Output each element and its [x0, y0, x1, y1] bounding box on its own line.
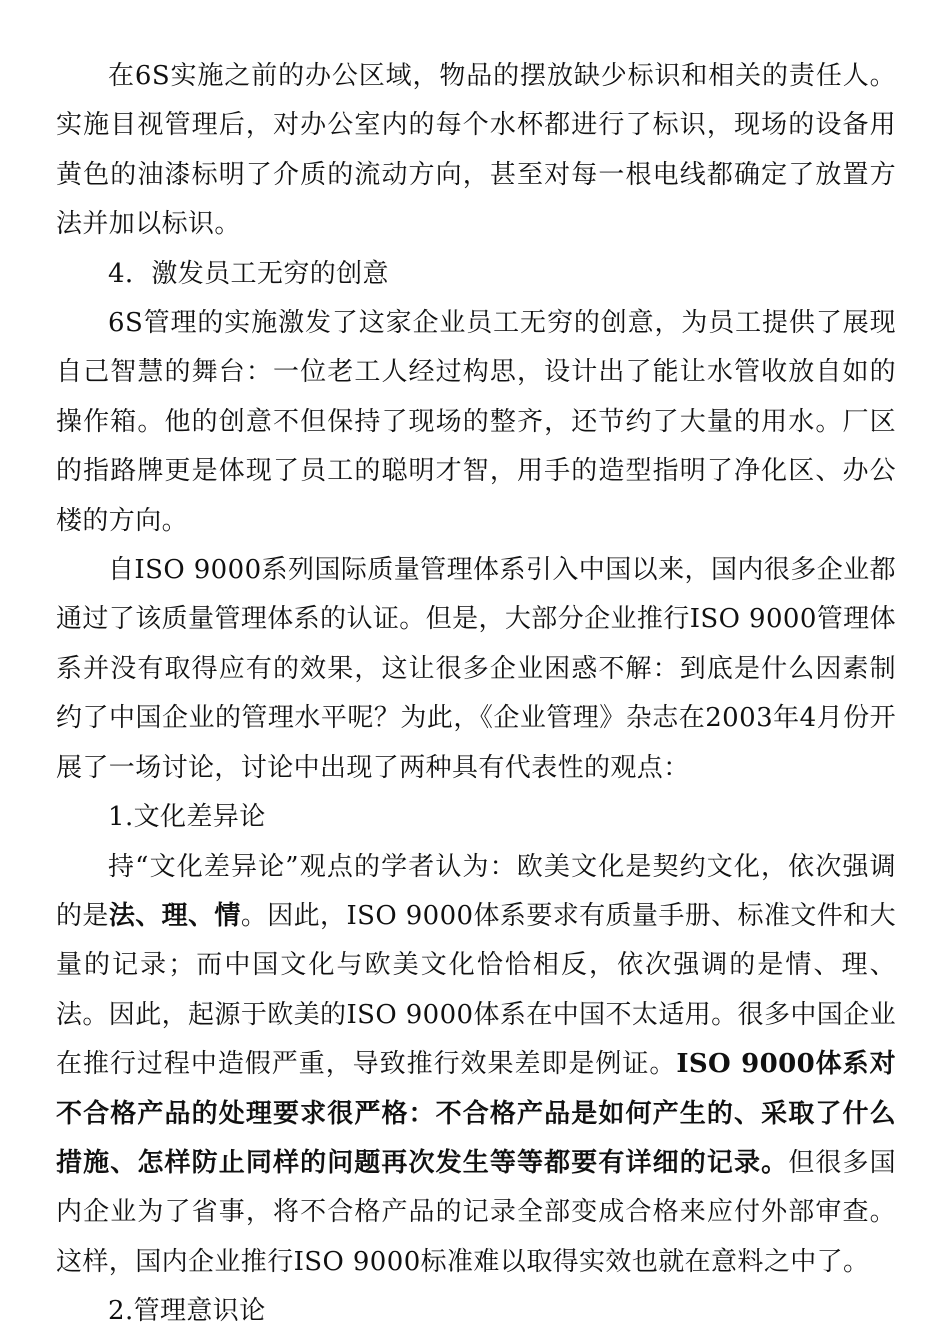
paragraph-cultural-difference [56, 843, 896, 1288]
document-page [56, 52, 896, 1337]
paragraph-iso-9000-intro: 自ISO 9000系列国际质量管理体系引入中国以来，国内很多企业都通过了该质量管理体系的认证。但是，大部分企业推行ISO 9000管理体系并没有取得应有的效果，这让很多企业困惑不解：到底是什么因素制约了中国企业的管理水平呢？为此，《企业管理》杂志在2003年4月份开展了一场讨论，讨论中出现了两种具有代表性的观点： [56, 555, 896, 783]
cultural-text-bold-law-reason-emotion: 法、理、情 [108, 900, 241, 931]
cultural-text-part-c: 。因此，ISO 9000体系要求有质量手册、标准文件和大量的记录；而中国文化与欧美文化恰恰相反，依次强调的是情、理、法。因此，起源于欧美的ISO 9000体系在中国不太适用。很多中国企业在推行过程中造假严重，导致推行效果差即是例证。 [56, 900, 896, 1080]
cultural-text-part-a: 持“文化差异论”观点的学者认为：欧美文化是契约文化，依次强调的是 [56, 851, 896, 931]
cultural-text-bold-nonconforming: ISO 9000体系对不合格产品的处理要求很严格：不合格产品是如何产生的、采取了什么措施、怎样防止同样的问题再次发生等等都要有详细的记录。 [56, 1049, 896, 1178]
heading-inspire-creativity: 4．激发员工无穷的创意 [108, 258, 389, 289]
heading-cultural-difference: 1.文化差异论 [108, 802, 266, 833]
cultural-text-part-e: 但很多国内企业为了省事，将不合格产品的记录全部变成合格来应付外部审查。这样，国内企业推行ISO 9000标准难以取得实效也就在意料之中了。 [56, 1147, 896, 1277]
heading-management-awareness: 2.管理意识论 [108, 1296, 266, 1327]
paragraph-employee-creativity: 6S管理的实施激发了这家企业员工无穷的创意，为员工提供了展现自己智慧的舞台：一位老工人经过构思，设计出了能让水管收放自如的操作箱。他的创意不但保持了现场的整齐，还节约了大量的用水。厂区的指路牌更是体现了员工的聪明才智，用手的造型指明了净化区、办公楼的方向。 [56, 308, 896, 536]
paragraph-6s-office: 在6S实施之前的办公区域，物品的摆放缺少标识和相关的责任人。实施目视管理后，对办公室内的每个水杯都进行了标识，现场的设备用黄色的油漆标明了介质的流动方向，甚至对每一根电线都确定了放置方法并加以标识。 [56, 61, 896, 240]
